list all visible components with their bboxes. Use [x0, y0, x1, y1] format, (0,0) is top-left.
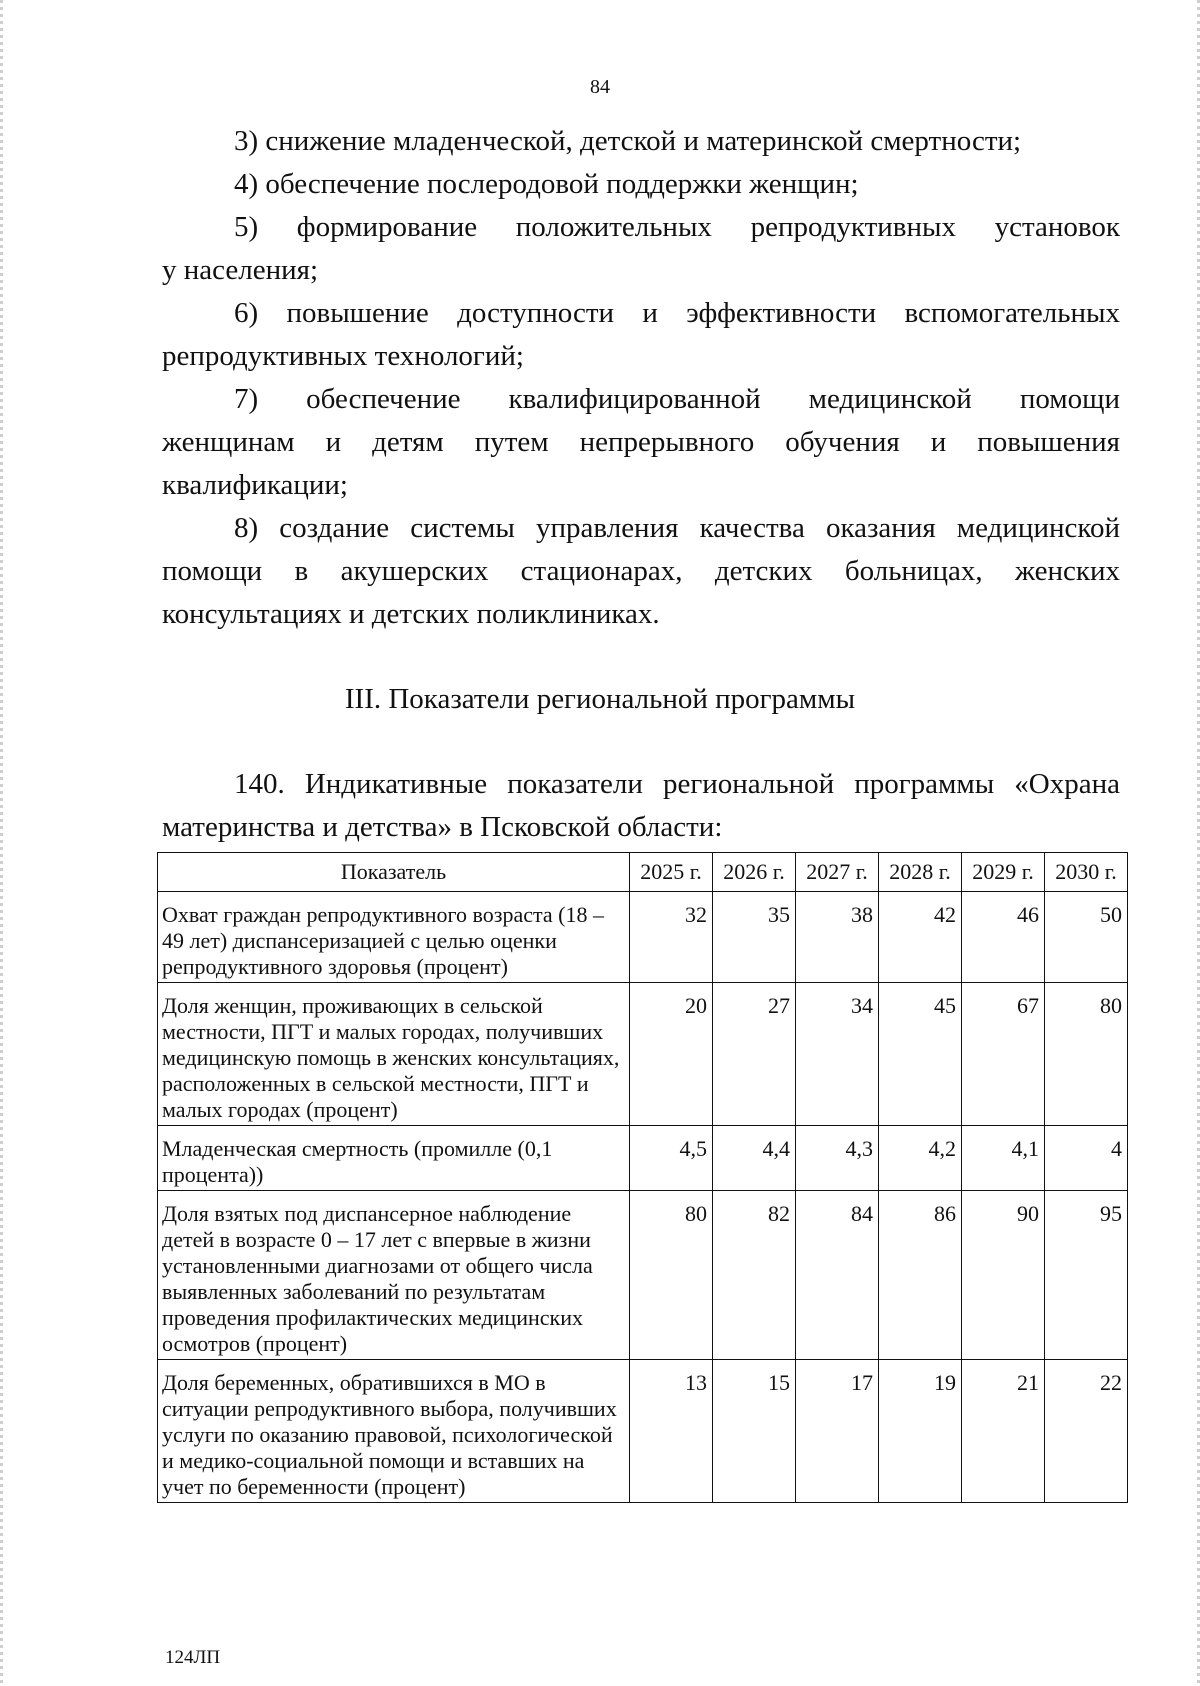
value-cell: 17	[796, 1360, 879, 1503]
value-cell: 20	[630, 983, 713, 1126]
value-cell: 90	[962, 1191, 1045, 1360]
page-number: 84	[590, 76, 610, 98]
indicators-table	[157, 852, 1128, 1503]
value-cell: 45	[879, 983, 962, 1126]
list-item-8	[162, 507, 1120, 636]
value-cell: 50	[1045, 892, 1128, 983]
value-cell: 27	[713, 983, 796, 1126]
value-cell: 4,3	[796, 1126, 879, 1191]
header-year-2030: 2030 г.	[1045, 853, 1128, 892]
table-header-row	[158, 853, 1128, 892]
header-year-2025: 2025 г.	[630, 853, 713, 892]
header-indicator: Показатель	[158, 853, 630, 892]
list-item-5	[162, 206, 1120, 292]
value-cell: 84	[796, 1191, 879, 1360]
scan-edge-left	[0, 0, 3, 1686]
value-cell: 4	[1045, 1126, 1128, 1191]
list-item-8-line-1: 8) создание системы управления качества оказания медицинской	[234, 512, 1120, 544]
list-item-6	[162, 292, 1120, 378]
value-cell: 13	[630, 1360, 713, 1503]
value-cell: 4,1	[962, 1126, 1045, 1191]
document-code: 124ЛП	[165, 1647, 221, 1668]
value-cell: 4,4	[713, 1126, 796, 1191]
header-year-2026: 2026 г.	[713, 853, 796, 892]
list-item-5-line-1: 5) формирование положительных репродуктивных установок	[234, 211, 1120, 243]
value-cell: 82	[713, 1191, 796, 1360]
list-item-6-line-1: 6) повышение доступности и эффективности вспомогательных	[234, 297, 1120, 329]
value-cell: 22	[1045, 1360, 1128, 1503]
list-item-8-line-2: помощи в акушерских стационарах, детских больницах, женских	[162, 555, 1120, 587]
indicator-name: Доля взятых под диспансерное наблюдение детей в возрасте 0 – 17 лет с впервые в жизни установленными диагнозами от общего числа выявленных заболеваний по результатам проведения профилактических медицинских осмотров (процент)	[158, 1191, 630, 1360]
value-cell: 67	[962, 983, 1045, 1126]
table-row	[158, 1360, 1128, 1503]
value-cell: 46	[962, 892, 1045, 983]
section-heading: III. Показатели региональной программы	[344, 683, 856, 715]
value-cell: 19	[879, 1360, 962, 1503]
list-item-4-text: 4) обеспечение послеродовой поддержки женщин;	[234, 168, 859, 200]
list-item-5-line-2: у населения;	[162, 254, 319, 286]
indicator-name: Младенческая смертность (промилле (0,1 процента))	[158, 1126, 630, 1191]
list-item-8-line-3: консультациях и детских поликлиниках.	[162, 598, 660, 630]
value-cell: 15	[713, 1360, 796, 1503]
intro-paragraph	[162, 763, 1120, 849]
intro-line-1: 140. Индикативные показатели региональной программы «Охрана	[234, 768, 1120, 800]
table-row	[158, 1126, 1128, 1191]
table-row	[158, 983, 1128, 1126]
list-item-7	[162, 378, 1120, 507]
list-item-3-text: 3) снижение младенческой, детской и материнской смертности;	[234, 125, 1022, 157]
value-cell: 21	[962, 1360, 1045, 1503]
value-cell: 80	[1045, 983, 1128, 1126]
list-item-4	[162, 163, 1120, 206]
value-cell: 35	[713, 892, 796, 983]
list-item-3	[162, 120, 1120, 163]
list-item-7-line-1: 7) обеспечение квалифицированной медицинской помощи	[234, 383, 1120, 415]
table-row	[158, 1191, 1128, 1360]
intro-line-2: материнства и детства» в Псковской области:	[162, 811, 723, 843]
table-row	[158, 892, 1128, 983]
value-cell: 80	[630, 1191, 713, 1360]
value-cell: 4,5	[630, 1126, 713, 1191]
indicator-name: Доля беременных, обратившихся в МО в ситуации репродуктивного выбора, получивших услуги по оказанию правовой, психологической и медико-социальной помощи и вставших на учет по беременности (процент)	[158, 1360, 630, 1503]
value-cell: 38	[796, 892, 879, 983]
value-cell: 42	[879, 892, 962, 983]
indicator-name: Доля женщин, проживающих в сельской местности, ПГТ и малых городах, получивших медицинскую помощь в женских консультациях, расположенных в сельской местности, ПГТ и малых городах (процент)	[158, 983, 630, 1126]
value-cell: 4,2	[879, 1126, 962, 1191]
value-cell: 32	[630, 892, 713, 983]
header-year-2028: 2028 г.	[879, 853, 962, 892]
list-item-7-line-3: квалификации;	[162, 469, 348, 501]
list-item-6-line-2: репродуктивных технологий;	[162, 340, 524, 372]
indicator-name: Охват граждан репродуктивного возраста (18 – 49 лет) диспансеризацией с целью оценки репродуктивного здоровья (процент)	[158, 892, 630, 983]
value-cell: 95	[1045, 1191, 1128, 1360]
header-year-2029: 2029 г.	[962, 853, 1045, 892]
value-cell: 86	[879, 1191, 962, 1360]
list-item-7-line-2: женщинам и детям путем непрерывного обучения и повышения	[162, 426, 1120, 458]
header-year-2027: 2027 г.	[796, 853, 879, 892]
value-cell: 34	[796, 983, 879, 1126]
